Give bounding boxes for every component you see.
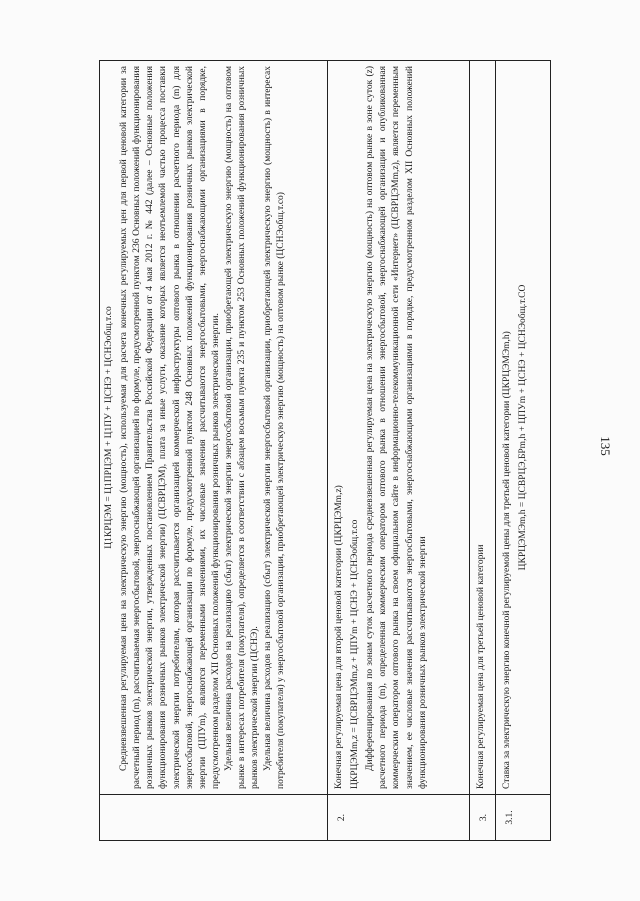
row-number: 3.1.	[496, 795, 551, 841]
row-content	[470, 61, 496, 795]
formula: ЦКРЦЭМЭm,h = ЦСВРЦЭ,БРm,h + ЦПУm + ЦСНЭ + ЦСНЭобщ.т.СО	[518, 284, 529, 571]
row-content	[328, 61, 470, 795]
page-number: 135	[597, 436, 613, 456]
paragraph: Удельная величина расходов на реализацию (сбыт) электрической энергии энергосбытовой организации, приобретающей электрическую энергию (мощность) в интересах потребителя (покупателя) у энергосбытовой организации, приобретающей электрическую энергию (мощность) на оптовом рынке (ЦСНЭобщ.т.со)	[263, 66, 287, 789]
formula: ЦКРЦЭМm,z = ЦСВРЦЭМm,z + ЦПУm + ЦСНЭ + ЦСНЭобщ.т.со	[350, 519, 361, 789]
paragraph: Средневзвешенная регулируемая цена на электрическую энергию (мощность), используемая для расчета конечных регулируемых цен для первой ценовой категории за расчетный период (m), рассчитываемая энергосбытовой, энергоснабжающей организацией по формуле, предусмотренной пунктом 236 Основных положений функционирования розничных рынков электрической энергии, утвержденных постановлением Правительства Российской Федерации от 4 мая 2012 г. № 442 (далее – Основные положения функционирования розничных рынков электрической энергии) (ЦСВРЦЭМ), плата за иные услуги, оказание которых является неотъемлемой частью процесса поставки электрической энергии потребителям, которая рассчитывается организацией коммерческой инфраструктуры оптового рынка в отношении расчетного периода (m) для энергосбытовой, энергоснабжающей организации по формуле, предусмотренной пунктом 248 Основных положений функционирования розничных рынков электрической энергии (ЦПУm), являются переменными значениями, их числовые значения рассчитываются энергосбытовыми, энергоснабжающими организациями в порядке, предусмотренном разделом XII Основных положений функционирования розничных рынков электрической энергии.	[119, 66, 221, 789]
row-content	[496, 61, 551, 795]
row-number	[100, 795, 328, 841]
formula: Ц1КРЦЭМ = Ц1ПРЦЭМ + Ц1ПУ + ЦСНЭ + ЦСНЭобщ.т.со	[104, 306, 114, 549]
row-number: 2.	[328, 795, 470, 841]
rotated-table-frame	[99, 60, 551, 841]
price-table	[99, 60, 551, 841]
table-row	[328, 61, 470, 841]
paragraph: Дифференцированная по зонам суток расчетного периода средневзвешенная регулируемая цена на электрическую энергию (мощность) на оптовом рынке в зоне суток (z) расчетного периода (m), определенная коммерческим оператором оптового рынка в отношении энергосбытовой, энергоснабжающей организации и опубликованная коммерческим оператором оптового рынка на своем официальном сайте в информационно-телекоммуникационной сети «Интернет» (ЦСВРЦЭМm,z), является переменным значением, ее числовые значения рассчитываются энергосбытовыми, энергоснабжающими организациями в порядке, предусмотренном разделом XII Основных положений функционирования розничных рынков электрической энергии	[365, 66, 428, 789]
row-content	[100, 61, 328, 795]
row-heading: Конечная регулируемая цена для второй ценовой категории (ЦКРЦЭМm,z)	[334, 485, 344, 789]
row-heading: Конечная регулируемая цена для третьей ценовой категории	[476, 544, 486, 789]
table-row	[100, 61, 328, 841]
row-number: 3.	[470, 795, 496, 841]
table-row	[470, 61, 496, 841]
row-heading: Ставка за электрическую энергию конечной регулируемой цены для третьей ценовой категории (ЦКРЦЭМЭm,h)	[502, 331, 512, 789]
paragraph: Удельная величина расходов на реализацию (сбыт) электрической энергии энергосбытовой организации, приобретающей электрическую энергию (мощность) на оптовом рынке в интересах потребителя (покупателя), определяется в соответствии с абзацем восьмым пункта 235 и пунктом 253 Основных положений функционирования розничных рынков электрической энергии (ЦСНЭ).	[223, 66, 261, 789]
table-row	[496, 61, 551, 841]
